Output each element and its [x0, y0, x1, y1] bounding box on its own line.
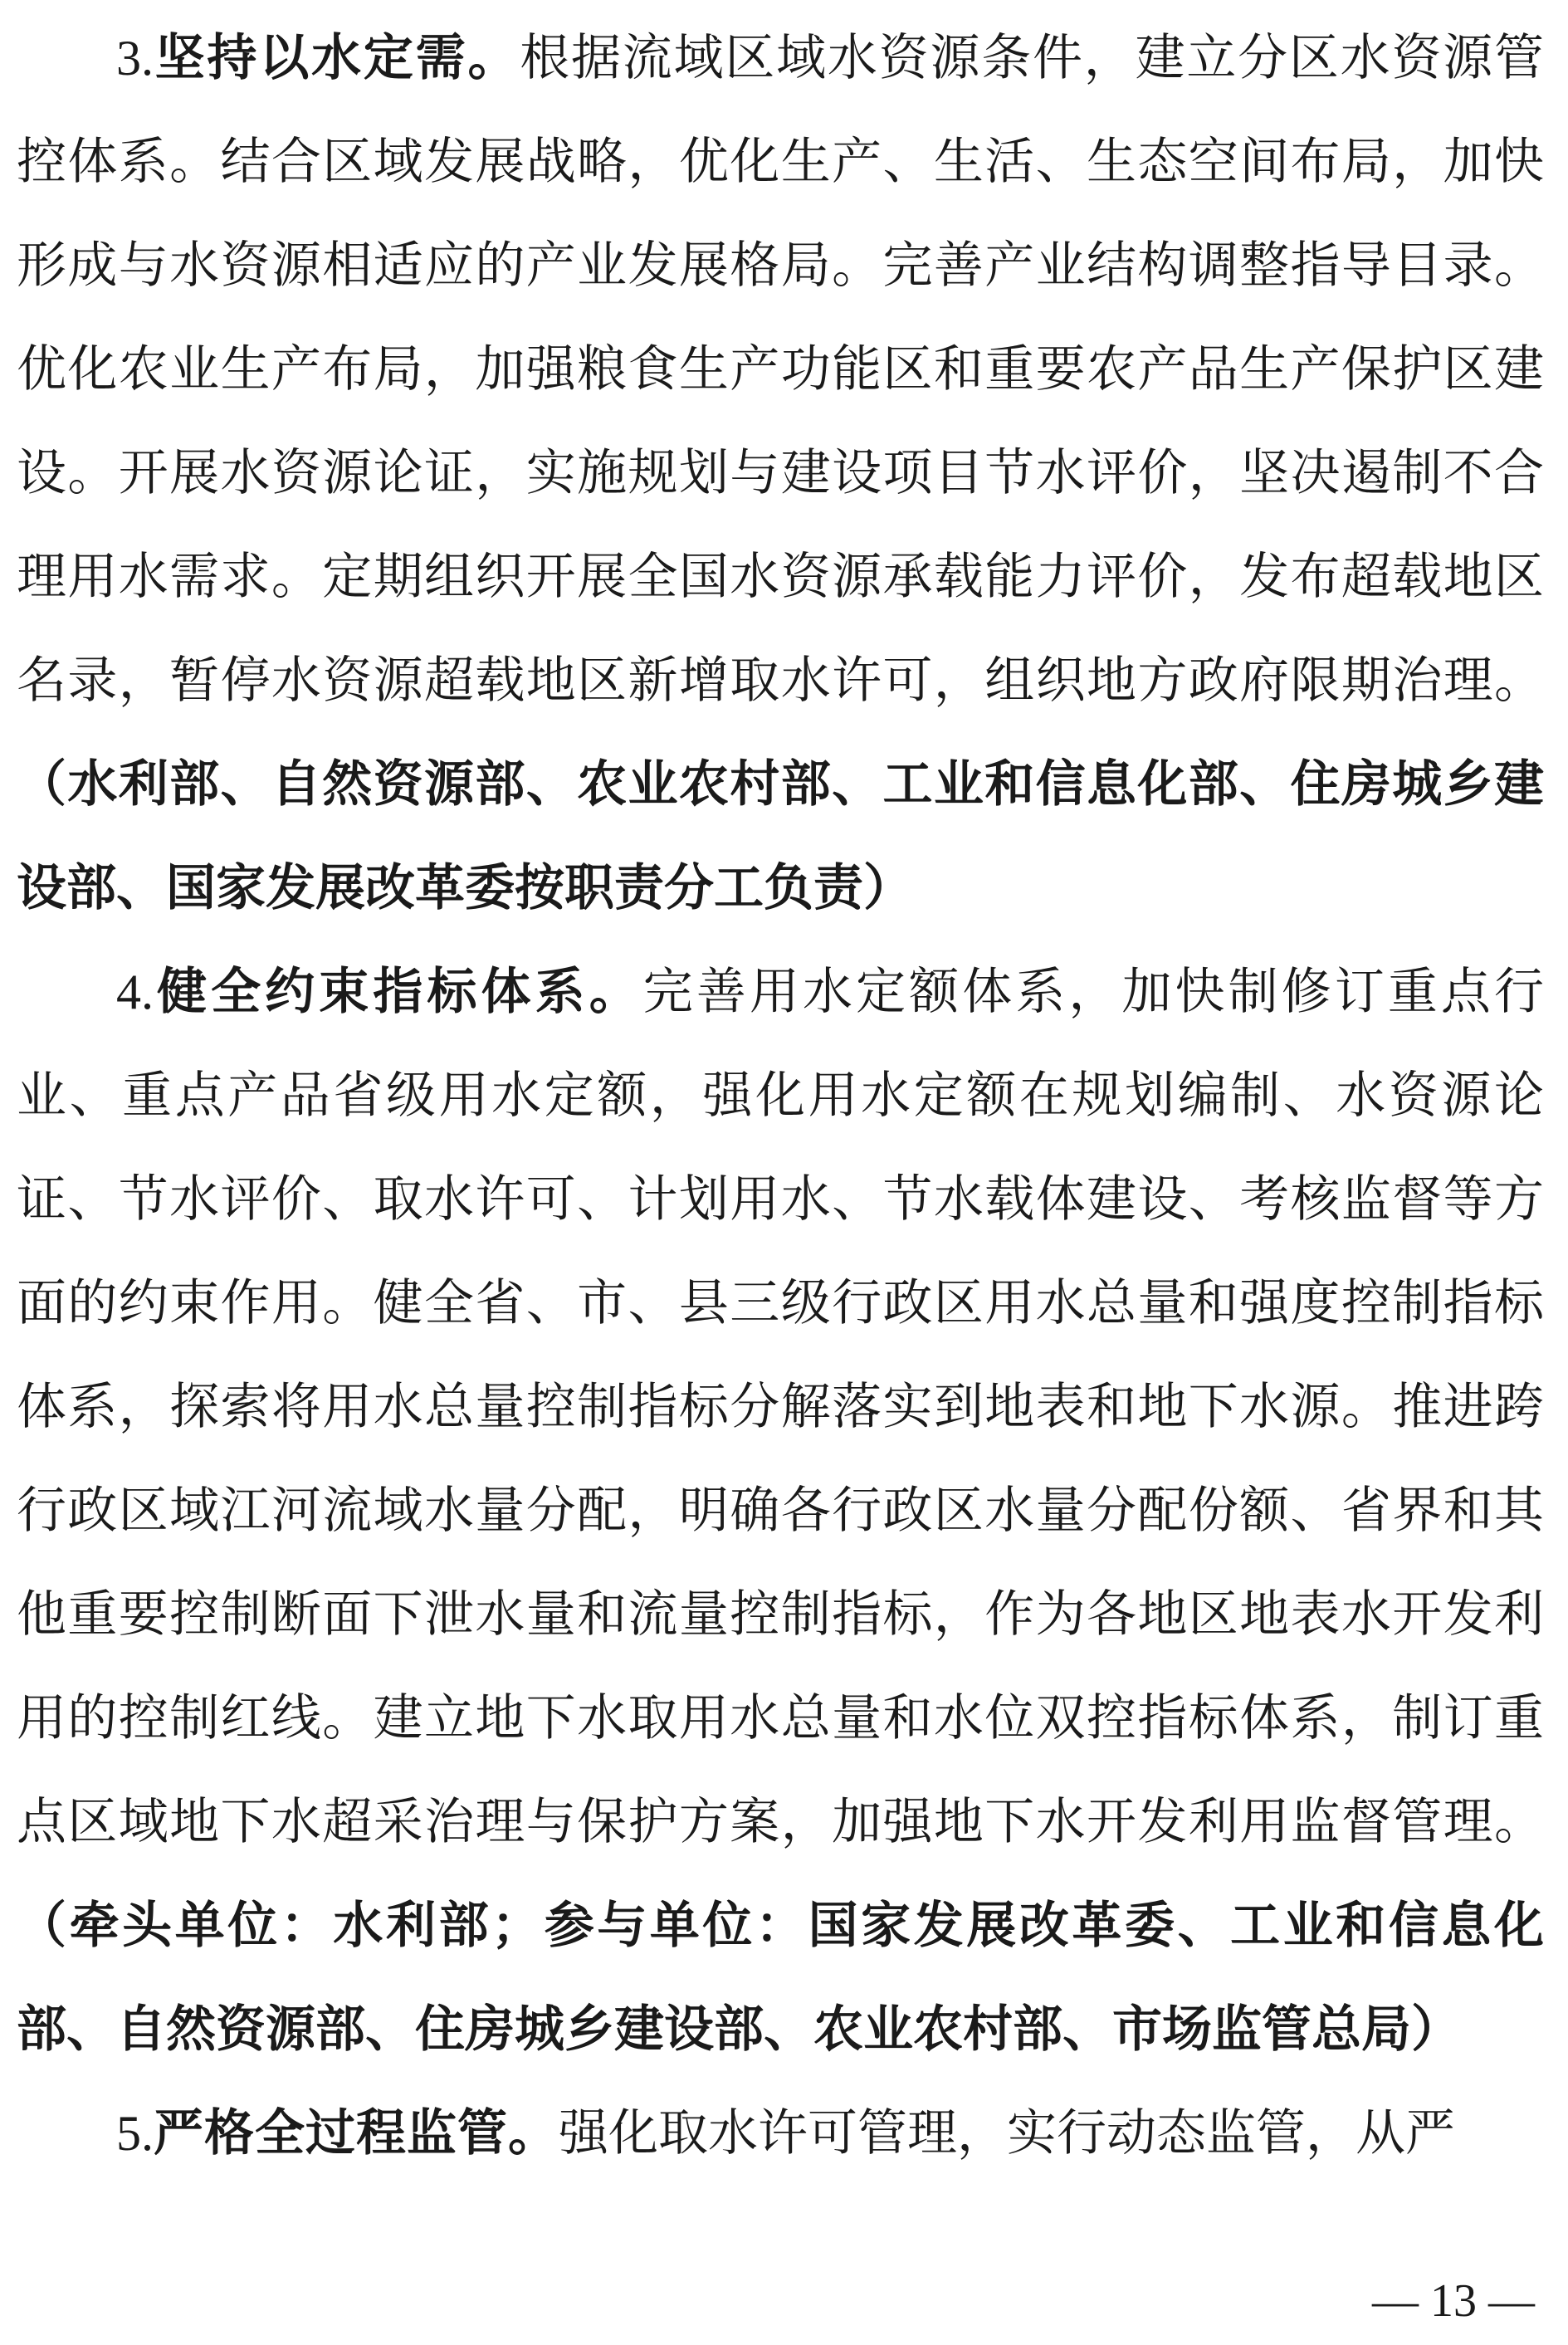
paragraph-heading: 坚持以水定需。	[154, 29, 520, 87]
responsible-departments-note: （水利部、自然资源部、农业农村部、工业和信息化部、住房城乡建设部、国家发展改革委按职责分工负责）	[17, 755, 1544, 917]
paragraph-body: 强化取水许可管理，实行动态监管，从严	[559, 2104, 1455, 2162]
paragraph-heading: 健全约束指标体系。	[154, 963, 643, 1021]
document-page	[17, 7, 1544, 2186]
paragraph-body: 根据流域区域水资源条件，建立分区水资源管控体系。结合区域发展战略，优化生产、生活、生态空间布局，加快形成与水资源相适应的产业发展格局。完善产业结构调整指导目录。优化农业生产布局，加强粮食生产功能区和重要农产品生产保护区建设。开展水资源论证，实施规划与建设项目节水评价，坚决遏制不合理用水需求。定期组织开展全国水资源承载能力评价，发布超载地区名录，暂停水资源超载地区新增取水许可，组织地方政府限期治理。	[17, 29, 1545, 710]
paragraph-heading: 严格全过程监管。	[154, 2104, 559, 2162]
responsible-departments-note: （牵头单位：水利部；参与单位：国家发展改革委、工业和信息化部、自然资源部、住房城乡建设部、农业农村部、市场监管总局）	[17, 1897, 1544, 2059]
page-number: — 13 —	[1372, 2275, 1535, 2327]
paragraph-4	[17, 940, 1544, 2082]
paragraph-5	[17, 2082, 1544, 2186]
paragraph-3	[17, 7, 1544, 940]
paragraph-number: 3.	[116, 31, 154, 85]
paragraph-number: 5.	[116, 2106, 154, 2161]
paragraph-number: 4.	[116, 965, 154, 1019]
paragraph-body: 完善用水定额体系，加快制修订重点行业、重点产品省级用水定额，强化用水定额在规划编制、水资源论证、节水评价、取水许可、计划用水、节水载体建设、考核监督等方面的约束作用。健全省、市、县三级行政区用水总量和强度控制指标体系，探索将用水总量控制指标分解落实到地表和地下水源。推进跨行政区域江河流域水量分配，明确各行政区水量分配份额、省界和其他重要控制断面下泄水量和流量控制指标，作为各地区地表水开发利用的控制红线。建立地下水取用水总量和水位双控指标体系，制订重点区域地下水超采治理与保护方案，加强地下水开发利用监督管理。	[17, 963, 1545, 1851]
